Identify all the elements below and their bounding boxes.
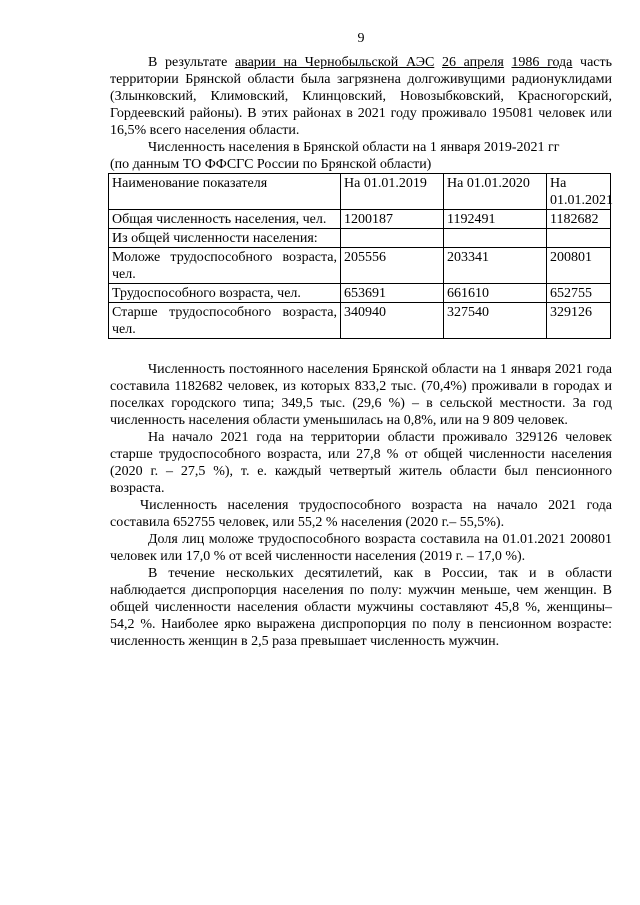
row-name: Старше трудоспособного возраста, чел. [109, 303, 341, 339]
page-number: 9 [357, 31, 365, 46]
row-name: Трудоспособного возраста, чел. [109, 284, 341, 303]
table-row [109, 229, 611, 248]
row-name: Моложе трудоспособного возраста, чел. [109, 248, 341, 284]
row-value-2019: 205556 [341, 248, 444, 284]
row-value-2019: 653691 [341, 284, 444, 303]
intro-paragraph [110, 54, 612, 139]
row-value-2021: 1182682 [547, 210, 611, 229]
population-table [108, 173, 611, 339]
row-value-2020: 661610 [444, 284, 547, 303]
paragraph-youth: Доля лиц моложе трудоспособного возраста составила на 01.01.2021 200801 человек или 17,0 % от всей численности населения (2019 г. – 17,0 %). [110, 532, 612, 564]
intro-link-date[interactable]: 26 апреля [441, 55, 504, 70]
header-2020: На 01.01.2020 [444, 174, 547, 210]
table-header-row [109, 174, 611, 210]
table-title: Численность населения в Брянской области на 1 января 2019-2021 гг [148, 140, 560, 155]
intro-text-start: В результате [148, 55, 235, 70]
header-indicator: Наименование показателя [109, 174, 341, 210]
paragraph-working-age: Численность населения трудоспособного возраста на начало 2021 года составила 652755 человек, или 55,2 % населения (2020 г.– 55,5%). [110, 498, 612, 530]
row-value-2021: 652755 [547, 284, 611, 303]
table-row [109, 284, 611, 303]
document-page [110, 30, 612, 650]
intro-text-rest: часть территории Брянской области была загрязнена долгоживущими радионуклидами (Злынковский, Климовский, Клинцовский, Новозыбковский, Красногорский, Гордеевский районы). В этих районах в 2021 году проживало 195081 человек или 16,5% всего населения области. [110, 55, 613, 138]
paragraph-retirement: На начало 2021 года на территории области проживало 329126 человек старше трудоспособного возраста, или 27,8 % от общей численности населения (2020 г. – 27,5 %), т. е. каждый четвертый житель области был пенсионного возраста. [110, 430, 612, 496]
table-row [109, 248, 611, 284]
row-value-2021 [547, 229, 611, 248]
table-subtitle: (по данным ТО ФФСГС России по Брянской области) [110, 157, 432, 172]
intro-link-chernobyl[interactable]: аварии на Чернобыльской АЭС [234, 55, 435, 70]
row-value-2020 [444, 229, 547, 248]
header-2019: На 01.01.2019 [341, 174, 444, 210]
row-value-2019: 1200187 [341, 210, 444, 229]
paragraph-population: Численность постоянного населения Брянской области на 1 января 2021 года составила 1182682 человек, из которых 833,2 тыс. (70,4%) проживали в городах и поселках городского типа; 349,5 тыс. (29,6 %) – в сельской местности. За год численность населения области уменьшилась на 0,8%, или на 9 809 человек. [110, 362, 612, 428]
row-value-2019: 340940 [341, 303, 444, 339]
row-value-2020: 203341 [444, 248, 547, 284]
row-value-2020: 327540 [444, 303, 547, 339]
paragraph-gender: В течение нескольких десятилетий, как в России, так и в области наблюдается диспропорция населения по полу: мужчин меньше, чем женщин. В общей численности населения области мужчины составляют 45,8 %, женщины– 54,2 %. Наиболее ярко выражена диспропорция по полу в пенсионном возрасте: численность женщин в 2,5 раза превышает численность мужчин. [110, 566, 612, 649]
intro-link-year[interactable]: 1986 года [511, 55, 573, 70]
row-name: Общая численность населения, чел. [109, 210, 341, 229]
table-row [109, 210, 611, 229]
header-2021: На 01.01.2021 [547, 174, 611, 210]
row-value-2019 [341, 229, 444, 248]
row-value-2021: 329126 [547, 303, 611, 339]
row-value-2020: 1192491 [444, 210, 547, 229]
table-row [109, 303, 611, 339]
row-value-2021: 200801 [547, 248, 611, 284]
row-name: Из общей численности населения: [109, 229, 341, 248]
